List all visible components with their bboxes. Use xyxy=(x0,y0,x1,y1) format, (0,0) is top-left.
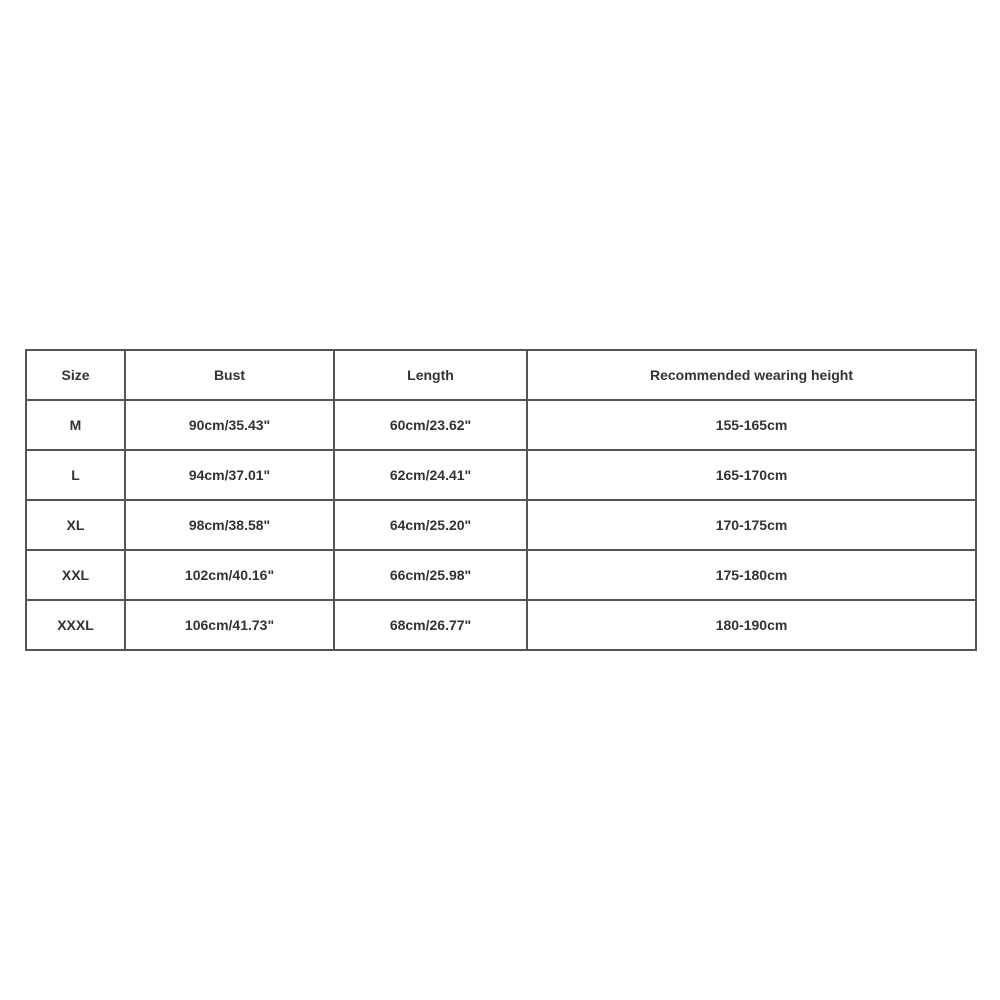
cell-length: 68cm/26.77" xyxy=(334,600,527,650)
table-header-row xyxy=(26,350,976,400)
table-row xyxy=(26,450,976,500)
cell-size: XXL xyxy=(26,550,125,600)
header-bust: Bust xyxy=(125,350,334,400)
header-size: Size xyxy=(26,350,125,400)
cell-bust: 94cm/37.01" xyxy=(125,450,334,500)
header-length: Length xyxy=(334,350,527,400)
table-row xyxy=(26,550,976,600)
cell-size: M xyxy=(26,400,125,450)
size-chart-table xyxy=(25,349,977,651)
cell-length: 66cm/25.98" xyxy=(334,550,527,600)
cell-size: XXXL xyxy=(26,600,125,650)
cell-height: 165-170cm xyxy=(527,450,976,500)
cell-bust: 90cm/35.43" xyxy=(125,400,334,450)
cell-bust: 98cm/38.58" xyxy=(125,500,334,550)
cell-size: XL xyxy=(26,500,125,550)
cell-height: 175-180cm xyxy=(527,550,976,600)
table-row xyxy=(26,400,976,450)
cell-height: 180-190cm xyxy=(527,600,976,650)
cell-length: 62cm/24.41" xyxy=(334,450,527,500)
cell-size: L xyxy=(26,450,125,500)
table-row xyxy=(26,600,976,650)
cell-height: 170-175cm xyxy=(527,500,976,550)
table-row xyxy=(26,500,976,550)
cell-bust: 102cm/40.16" xyxy=(125,550,334,600)
header-recommended-height: Recommended wearing height xyxy=(527,350,976,400)
cell-length: 60cm/23.62" xyxy=(334,400,527,450)
cell-bust: 106cm/41.73" xyxy=(125,600,334,650)
cell-length: 64cm/25.20" xyxy=(334,500,527,550)
cell-height: 155-165cm xyxy=(527,400,976,450)
